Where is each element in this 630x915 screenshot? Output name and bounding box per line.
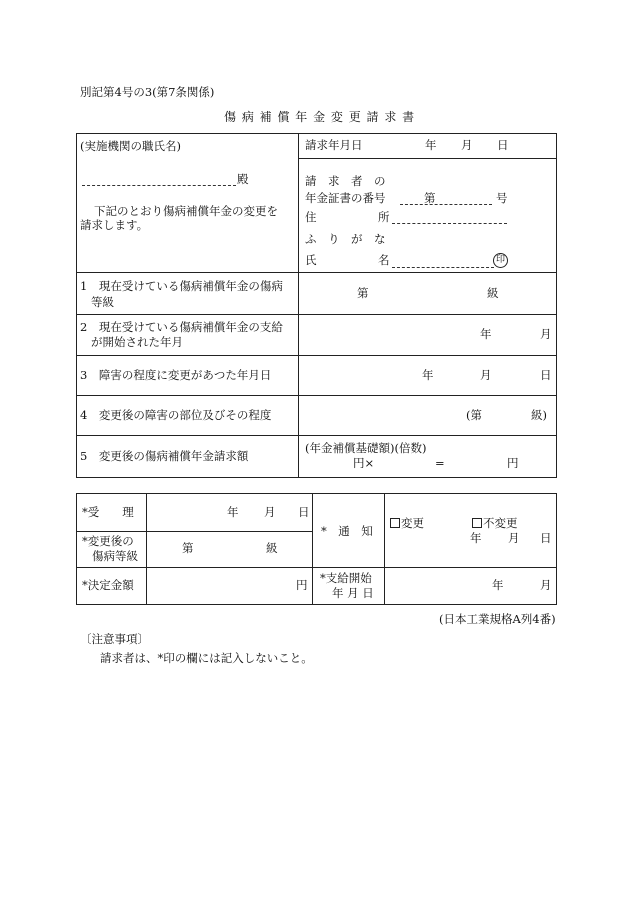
- address-label-1: 住: [305, 210, 317, 224]
- payment-start-label-2: 年 月 日: [332, 586, 374, 600]
- seal-icon: 印: [493, 253, 508, 268]
- row2-label-2: が開始された年月: [91, 335, 183, 349]
- name-field[interactable]: [392, 267, 494, 268]
- row1-kyu: 級: [487, 286, 499, 300]
- row3-day-unit: 日: [540, 368, 552, 382]
- row5-equals: =: [435, 456, 445, 470]
- request-date-day-unit: 日: [497, 138, 509, 152]
- row5-yen-times: 円×: [353, 456, 375, 470]
- new-grade-label-2: 傷病等級: [92, 549, 138, 563]
- pension-cert-number-field[interactable]: [400, 204, 492, 205]
- request-date-label: 請求年月日: [305, 138, 363, 152]
- row3-label: 3 障害の程度に変更があつた年月日: [80, 368, 272, 382]
- new-grade-kyu: 級: [266, 541, 278, 555]
- change-checkbox[interactable]: 変更: [390, 518, 424, 530]
- pension-cert-label: 年金証書の番号: [305, 191, 386, 205]
- new-grade-dai: 第: [182, 541, 194, 555]
- notice-label: * 通 知: [321, 524, 373, 538]
- change-checkbox-box[interactable]: [390, 518, 400, 528]
- row1-label-1: 1 現在受けている傷病補償年金の傷病: [80, 279, 283, 293]
- request-text-line-1: 下記のとおり傷病補償年金の変更を: [94, 204, 278, 218]
- row4-dai: (第: [466, 408, 482, 422]
- row5-yen: 円: [507, 456, 519, 470]
- decided-amount-label: *決定金額: [82, 578, 134, 592]
- paper-size-note: (日本工業規格A列4番): [439, 612, 556, 626]
- payment-month-unit: 月: [540, 578, 552, 592]
- notes-heading: 〔注意事項〕: [80, 632, 149, 646]
- notice-month-unit: 月: [508, 531, 520, 545]
- receipt-label: *受 理: [82, 505, 134, 519]
- address-field[interactable]: [392, 223, 507, 224]
- pension-cert-dai: 第: [424, 191, 436, 205]
- name-label-1: 氏: [305, 253, 317, 267]
- pension-cert-go: 号: [496, 191, 508, 205]
- page-title: 傷 病 補 償 年 金 変 更 請 求 書: [224, 110, 416, 124]
- receipt-day-unit: 日: [298, 505, 310, 519]
- receipt-year-unit: 年: [227, 505, 239, 519]
- row2-month-unit: 月: [540, 327, 552, 341]
- receipt-month-unit: 月: [264, 505, 276, 519]
- notice-year-unit: 年: [470, 531, 482, 545]
- row4-label: 4 変更後の障害の部位及びその程度: [80, 408, 272, 422]
- address-label-2: 所: [378, 210, 390, 224]
- furigana-label: ふ り が な: [305, 232, 386, 246]
- row1-label-2: 等級: [91, 295, 114, 309]
- no-change-checkbox-box[interactable]: [472, 518, 482, 528]
- honorific: 殿: [237, 172, 249, 186]
- request-date-month-unit: 月: [461, 138, 473, 152]
- notice-day-unit: 日: [540, 531, 552, 545]
- new-grade-label-1: *変更後の: [82, 534, 134, 548]
- form-number: 別記第4号の3(第7条関係): [80, 85, 215, 99]
- name-label-2: 名: [378, 253, 390, 267]
- institution-name-field[interactable]: [82, 185, 236, 186]
- payment-year-unit: 年: [492, 578, 504, 592]
- row2-label-1: 2 現在受けている傷病補償年金の支給: [80, 320, 283, 334]
- row5-calc-header: (年金補償基礎額)(倍数): [305, 441, 427, 455]
- request-text-line-2: 請求します。: [80, 218, 149, 232]
- row1-dai: 第: [357, 286, 369, 300]
- row3-month-unit: 月: [480, 368, 492, 382]
- request-date-year-unit: 年: [425, 138, 437, 152]
- claimant-label: 請 求 者 の: [305, 174, 386, 188]
- row2-year-unit: 年: [480, 327, 492, 341]
- row4-kyu: 級): [531, 408, 547, 422]
- row3-year-unit: 年: [422, 368, 434, 382]
- payment-start-label-1: *支給開始: [320, 571, 372, 585]
- note-item: 請求者は、*印の欄には記入しないこと。: [100, 651, 313, 665]
- decided-amount-yen: 円: [296, 578, 308, 592]
- row5-label: 5 変更後の傷病補償年金請求額: [80, 449, 249, 463]
- institution-label: (実施機関の職氏名): [80, 139, 181, 153]
- no-change-checkbox[interactable]: 不変更: [472, 518, 518, 530]
